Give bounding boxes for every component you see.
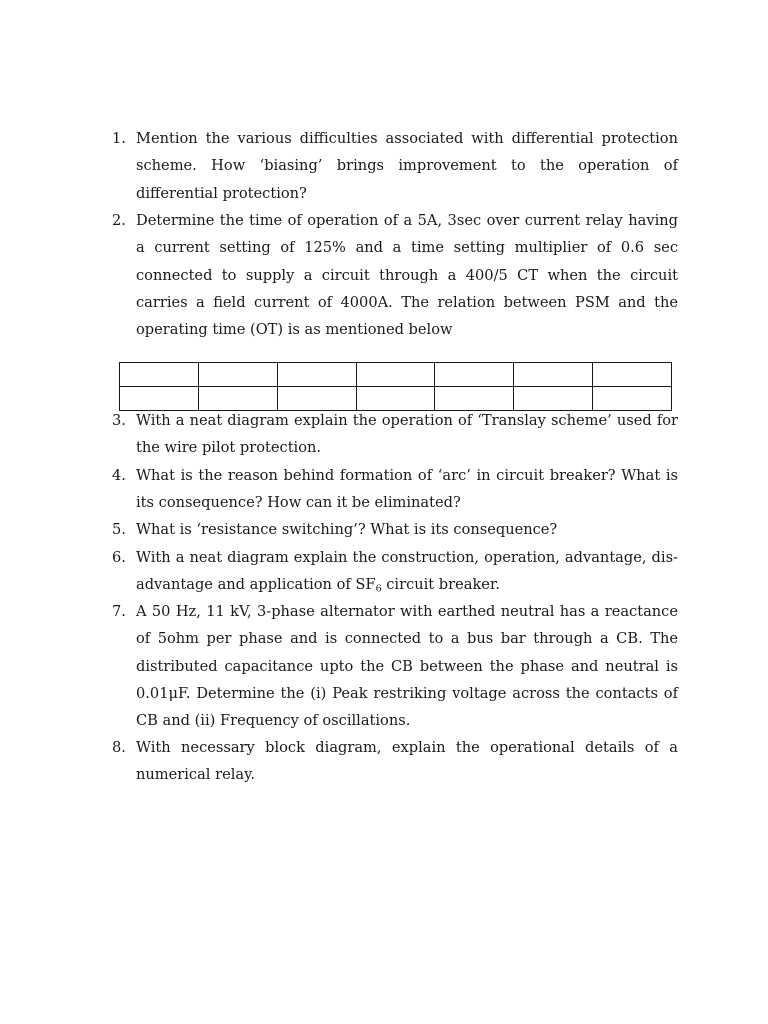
table-cell (198, 363, 277, 387)
question-3 (112, 407, 678, 462)
question-number: 3. (112, 412, 126, 429)
table-cell (277, 363, 356, 387)
question-number: 2. (112, 212, 126, 229)
question-number: 4. (112, 467, 126, 484)
question-4 (112, 462, 678, 517)
question-5 (112, 516, 678, 543)
question-text-after: circuit breaker. (381, 576, 500, 594)
question-number: 1. (112, 130, 126, 147)
question-text: A 50 Hz, 11 kV, 3-phase alternator with earthed neutral has a reactance of 5ohm per phase and is connected to a bus bar through a CB. The distributed capacitance upto the CB between the phase and neutral is 0.01μF. Determine the (i) Peak restriking voltage across the contacts of CB and (ii) Frequency of oscillations. (136, 603, 678, 730)
question-text: With necessary block diagram, explain the operational details of a numerical relay. (136, 739, 678, 784)
table-row (120, 363, 672, 387)
question-number: 6. (112, 549, 126, 566)
question-1 (112, 125, 678, 207)
question-text: What is the reason behind formation of ‘arc’ in circuit breaker? What is its consequence? How can it be eliminated? (136, 467, 678, 512)
question-7 (112, 598, 678, 734)
table-cell (514, 363, 593, 387)
table-cell (435, 363, 514, 387)
question-number: 7. (112, 603, 126, 620)
question-8 (112, 734, 678, 789)
question-number: 5. (112, 521, 126, 538)
psm-ot-table (119, 362, 672, 411)
question-text: Determine the time of operation of a 5A, 3sec over current relay having a current setting of 125% and a time setting multiplier of 0.6 sec connected to supply a circuit through a 400/5 CT when the circuit carries a field current of 4000A. The relation between PSM and the operating time (OT) is as mentioned below (136, 212, 678, 339)
question-text-before: With a neat diagram explain the construction, operation, advantage, dis-advantage and application of SF (136, 549, 678, 594)
question-text (136, 544, 678, 599)
question-2 (112, 207, 678, 343)
table-cell (593, 363, 672, 387)
question-text: What is ‘resistance switching’? What is its consequence? (136, 521, 558, 538)
question-number: 8. (112, 739, 126, 756)
table-cell (120, 363, 199, 387)
table-cell (356, 363, 435, 387)
subscript: 6 (375, 583, 382, 595)
question-text: Mention the various difficulties associated with differential protection scheme. How ‘biasing’ brings improvement to the operation of differential protection? (136, 130, 678, 202)
question-text: With a neat diagram explain the operation of ‘Translay scheme’ used for the wire pilot protection. (136, 412, 678, 457)
question-6 (112, 544, 678, 599)
